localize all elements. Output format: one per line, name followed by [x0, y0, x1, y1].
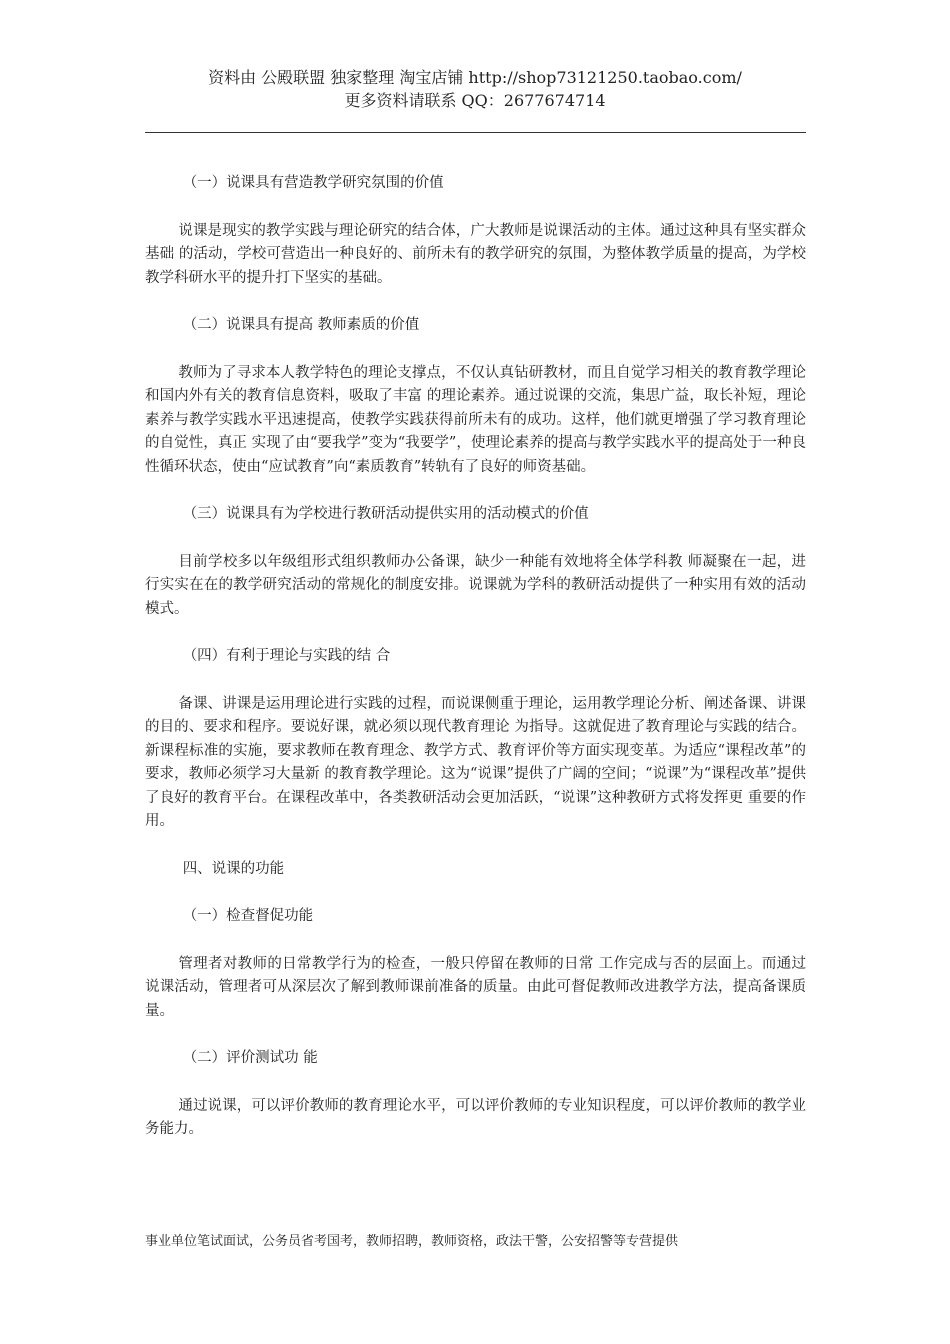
header-divider	[145, 132, 806, 133]
document-body	[145, 172, 806, 1166]
section-heading: （二）评价测试功 能	[182, 1050, 318, 1066]
page-footer: 事业单位笔试面试，公务员省考国考，教师招聘，教师资格，政法干警，公安招警等专营提供	[145, 1234, 679, 1249]
paragraph: 管理者对教师的日常教学行为的检查，一般只停留在教师的日常 工作完成与否的层面上。而通过说课活动，管理者可从深层次了解到教师课前准备的质量。由此可督促教师改进教学方法，提高备课质量。	[145, 955, 806, 1019]
paragraph: 目前学校多以年级组形式组织教师办公备课，缺少一种能有效地将全体学科教 师凝聚在一起，进行实实在在的教学研究活动的常规化的制度安排。说课就为学科的教研活动提供了一种实用有效的活动模式。	[145, 553, 806, 617]
paragraph: 说课是现实的教学实践与理论研究的结合体，广大教师是说课活动的主体。通过这种具有坚实群众基础 的活动，学校可营造出一种良好的、前所未有的教学研究的氛围，为整体教学质量的提高，为学校教学科研水平的提升打下坚实的基础。	[145, 222, 806, 286]
section-heading: （一）检查督促功能	[182, 908, 314, 924]
paragraph: 教师为了寻求本人教学特色的理论支撑点，不仅认真钻研教材，而且自觉学习相关的教育教学理论和国内外有关的教育信息资料，吸取了丰富 的理论素养。通过说课的交流，集思广益，取长补短，理论素养与教学实践水平迅速提高，使教学实践获得前所未有的成功。这样，他们就更增强了学习教育理论的自觉性，真正 实现了由“要我学”变为“我要学”，使理论素养的提高与教学实践水平的提高处于一种良性循环状态，使由“应试教育”向“素质教育”转轨有了良好的师资基础。	[145, 364, 806, 475]
paragraph: 通过说课，可以评价教师的教育理论水平，可以评价教师的专业知识程度，可以评价教师的教学业务能力。	[145, 1097, 806, 1137]
header-line-1: 资料由 公殿联盟 独家整理 淘宝店铺 http://shop73121250.taobao.com/	[208, 68, 742, 87]
header-line-2: 更多资料请联系 QQ：2677674714	[344, 91, 606, 110]
section-heading: （四）有利于理论与实践的结 合	[182, 648, 391, 664]
section-heading: （一）说课具有营造教学研究氛围的价值	[182, 175, 444, 191]
paragraph: 备课、讲课是运用理论进行实践的过程，而说课侧重于理论，运用教学理论分析、阐述备课、讲课的目的、要求和程序。要说好课，就必须以现代教育理论 为指导。这就促进了教育理论与实践的结合。新课程标准的实施，要求教师在教育理念、教学方式、教育评价等方面实现变革。为适应“课程改革”的要求，教师必须学习大量新 的教育教学理论。这为“说课”提供了广阔的空间；“说课”为“课程改革”提供了良好的教育平台。在课程改革中，各类教研活动会更加活跃，“说课”这种教研方式将发挥更 重要的作用。	[145, 695, 806, 829]
section-heading: （二）说课具有提高 教师素质的价值	[182, 317, 420, 333]
section-heading: （三）说课具有为学校进行教研活动提供实用的活动模式的价值	[182, 506, 589, 522]
page-header	[0, 66, 950, 112]
chapter-heading: 四、说课的功能	[182, 860, 285, 877]
